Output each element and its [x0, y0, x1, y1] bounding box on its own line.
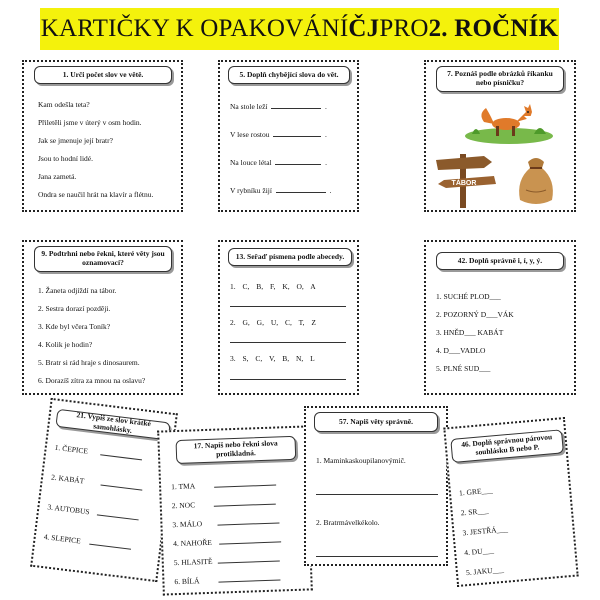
- answer-blank[interactable]: [97, 514, 139, 520]
- card-17: [157, 425, 313, 595]
- card-17-line-6: 6. BÍLÁ: [174, 573, 280, 586]
- card-17-header: 17. Napiš nebo řekni slova protikladná.: [176, 436, 297, 464]
- card-17-line-5: 5. HLASITĚ: [174, 554, 281, 567]
- card-21-line-2: 2. KABÁT: [51, 473, 144, 493]
- title-part1: KARTIČKY K OPAKOVÁNÍ: [40, 15, 349, 42]
- card-13-line-2: 2. G, G, U, C, T, Z: [230, 318, 316, 327]
- card-17-line-4: 4. NAHOŘE: [173, 535, 281, 548]
- card-42-line-3: 3. HNĚD___ KABÁT: [436, 328, 504, 337]
- answer-line[interactable]: [316, 494, 438, 495]
- card-46-line-4: 4. DU___: [463, 545, 495, 558]
- card-46-line-5: 5. JAKU___: [465, 564, 505, 578]
- signpost-picture: [434, 150, 498, 210]
- card-1-line-5: Jana zametá.: [38, 172, 77, 181]
- card-46-line-2: 2. SR___: [460, 506, 489, 518]
- card-5-line-1: Na stole leží .: [230, 102, 327, 111]
- answer-line[interactable]: [230, 342, 346, 343]
- card-5: [218, 60, 359, 212]
- card-21-line-1: 1. ČEPICE: [54, 443, 143, 463]
- answer-blank[interactable]: [217, 522, 279, 525]
- card-42: [424, 240, 576, 395]
- card-9-line-5: 5. Bratr si rád hraje s dinosaurem.: [38, 358, 140, 367]
- answer-blank[interactable]: [101, 454, 143, 460]
- answer-blank[interactable]: [273, 136, 321, 137]
- title-part2: ČJ: [348, 15, 380, 42]
- card-9-line-4: 4. Kolik je hodin?: [38, 340, 93, 349]
- card-21-line-3: 3. AUTOBUS: [47, 502, 139, 522]
- card-9: [22, 240, 183, 395]
- card-42-line-5: 5. PLNÉ SUD___: [436, 364, 491, 373]
- answer-blank[interactable]: [214, 504, 276, 507]
- card-17-line-1: 1. TMA: [171, 479, 276, 492]
- card-9-line-6: 6. Dorazíš zítra za mnou na oslavu?: [38, 376, 146, 385]
- answer-line[interactable]: [230, 306, 346, 307]
- answer-blank[interactable]: [90, 544, 132, 550]
- card-1-header: 1. Urči počet slov ve větě.: [34, 66, 172, 84]
- card-42-line-1: 1. SUCHÉ PLOD___: [436, 292, 501, 301]
- answer-line[interactable]: [230, 379, 346, 380]
- answer-line[interactable]: [316, 556, 438, 557]
- card-9-line-2: 2. Sestra dorazí později.: [38, 304, 111, 313]
- sack-picture: [514, 150, 558, 208]
- card-17-line-2: 2. NOC: [172, 498, 276, 511]
- card-7-header: 7. Poznáš podle obrázků říkanku nebo písničku?: [436, 66, 564, 92]
- card-5-line-3: Na louce létal .: [230, 158, 328, 167]
- answer-blank[interactable]: [218, 560, 280, 563]
- card-42-header: 42. Doplň správně i, í, y, ý.: [436, 252, 564, 270]
- card-5-header: 5. Doplň chybějící slova do vět.: [228, 66, 350, 84]
- title-part4: 2. ROČNÍK: [428, 15, 559, 42]
- answer-blank[interactable]: [218, 579, 280, 582]
- card-57-line-2: 2. Bratrmávelkékolo.: [316, 518, 380, 527]
- card-13-header: 13. Seřaď písmena podle abecedy.: [228, 248, 352, 266]
- card-1-line-2: Přiletěli jsme v úterý v osm hodin.: [38, 118, 142, 127]
- answer-blank[interactable]: [101, 485, 143, 491]
- card-57: [304, 406, 448, 566]
- card-46-line-3: 3. JESTŘÁ___: [462, 524, 509, 538]
- card-46-line-1: 1. GRE___: [458, 485, 494, 498]
- answer-blank[interactable]: [219, 541, 281, 544]
- title-banner: [40, 8, 559, 50]
- card-7: [424, 60, 576, 212]
- card-42-line-4: 4. D___VADLO: [436, 346, 486, 355]
- title-part3: PRO: [379, 15, 429, 42]
- card-1-line-4: Jsou to hodní lidé.: [38, 154, 94, 163]
- answer-blank[interactable]: [271, 108, 321, 109]
- card-21-line-4: 4. SLEPICE: [43, 532, 132, 552]
- card-9-line-3: 3. Kde byl včera Toník?: [38, 322, 111, 331]
- card-46: [443, 417, 578, 587]
- card-42-line-2: 2. POZORNÝ D___VÁK: [436, 310, 514, 319]
- card-57-header: 57. Napiš věty správně.: [314, 412, 438, 432]
- card-13-line-1: 1. C, B, F, K, O, A: [230, 282, 316, 291]
- card-1: [22, 60, 183, 212]
- card-5-line-2: V lese rostou .: [230, 130, 327, 139]
- card-21: [30, 398, 178, 582]
- fox-picture: [464, 94, 554, 144]
- card-9-line-1: 1. Žaneta odjíždí na tábor.: [38, 286, 117, 295]
- card-21-header: 21. Vypiš ze slov krátké samohlásky.: [55, 409, 170, 441]
- answer-blank[interactable]: [214, 485, 276, 488]
- card-1-line-6: Ondra se naučil hrát na klavír a flétnu.: [38, 190, 154, 199]
- card-13: [218, 240, 359, 395]
- answer-blank[interactable]: [276, 192, 326, 193]
- signpost-text: TÁBOR: [451, 180, 477, 187]
- card-17-line-3: 3. MÁLO: [172, 516, 279, 529]
- card-5-line-4: V rybníku žijí .: [230, 186, 332, 195]
- card-57-line-1: 1. Maminkaskoupilanovýmič.: [316, 456, 406, 465]
- answer-blank[interactable]: [275, 164, 321, 165]
- card-13-line-3: 3. S, C, V, B, N, L: [230, 354, 315, 363]
- card-9-header: 9. Podtrhni nebo řekni, které věty jsou oznamovací?: [34, 246, 172, 272]
- card-46-header: 46. Doplň správnou párovou souhlásku B nebo P.: [450, 429, 564, 463]
- card-1-line-1: Kam odešla teta?: [38, 100, 90, 109]
- card-1-line-3: Jak se jmenuje její bratr?: [38, 136, 113, 145]
